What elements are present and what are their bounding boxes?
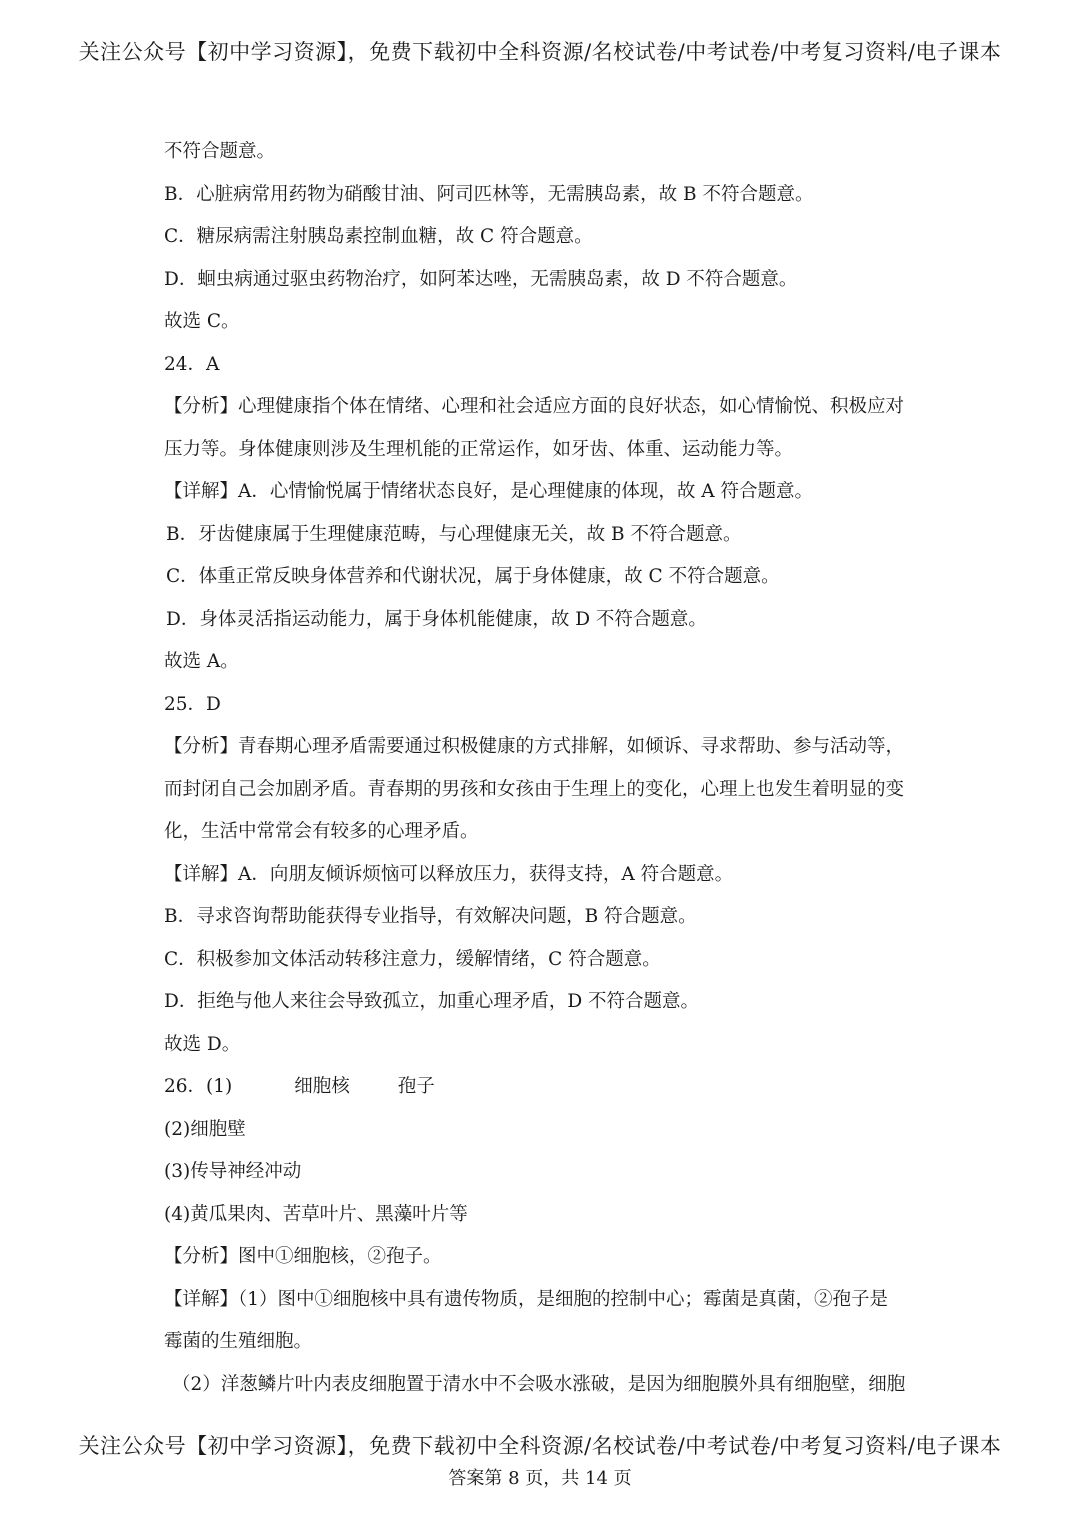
text-line: 【详解】A．心情愉悦属于情绪状态良好，是心理健康的体现，故 A 符合题意。 [164, 481, 813, 502]
text-line: D．蛔虫病通过驱虫药物治疗，如阿苯达唑，无需胰岛素，故 D 不符合题意。 [164, 268, 798, 290]
question-number: 26．(1) [164, 1076, 233, 1097]
question-number: 24．A [164, 353, 220, 375]
text-line: 故选 D。 [164, 1033, 241, 1055]
answer-blank-2: 孢子 [397, 1076, 435, 1097]
text-line: 化，生活中常常会有较多的心理矛盾。 [164, 821, 479, 842]
text-line: 【详解】（1）图中①细胞核中具有遗传物质，是细胞的控制中心；霉菌是真菌，②孢子是 [164, 1288, 889, 1310]
answer-blank-1: 细胞核 [294, 1076, 350, 1097]
footer-banner: 关注公众号【初中学习资源】，免费下载初中全科资源/名校试卷/中考试卷/中考复习资料/电子课本 [78, 1434, 1002, 1458]
answer-content [164, 136, 944, 1411]
text-line: D．拒绝与他人来往会导致孤立，加重心理矛盾，D 不符合题意。 [164, 991, 700, 1012]
text-line: 压力等。身体健康则涉及生理机能的正常运作，如牙齿、体重、运动能力等。 [164, 438, 794, 460]
text-line: C．体重正常反映身体营养和代谢状况，属于身体健康，故 C 不符合题意。 [166, 566, 780, 587]
header-banner: 关注公众号【初中学习资源】，免费下载初中全科资源/名校试卷/中考试卷/中考复习资料/电子课本 [78, 40, 1002, 64]
question-26-answer [164, 1071, 944, 1114]
text-line: 故选 A。 [164, 651, 239, 672]
text-line: 【分析】图中①细胞核，②孢子。 [164, 1246, 442, 1267]
text-line: B．寻求咨询帮助能获得专业指导，有效解决问题，B 符合题意。 [164, 906, 697, 927]
text-line: D．身体灵活指运动能力，属于身体机能健康，故 D 不符合题意。 [166, 608, 707, 630]
text-line: (3)传导神经冲动 [164, 1161, 302, 1182]
text-line: C．积极参加文体活动转移注意力，缓解情绪，C 符合题意。 [164, 948, 661, 970]
text-line: 【分析】心理健康指个体在情绪、心理和社会适应方面的良好状态，如心情愉悦、积极应对 [164, 396, 905, 417]
text-line: 【分析】青春期心理矛盾需要通过积极健康的方式排解，如倾诉、寻求帮助、参与活动等， [164, 736, 905, 757]
text-line: 不符合题意。 [164, 141, 276, 162]
text-line: 【详解】A．向朋友倾诉烦恼可以释放压力，获得支持，A 符合题意。 [164, 863, 734, 885]
text-line: B．牙齿健康属于生理健康范畴，与心理健康无关，故 B 不符合题意。 [166, 523, 742, 545]
question-number: 25．D [164, 693, 221, 715]
page-number: 答案第 8 页，共 14 页 [448, 1468, 632, 1489]
text-line: （2）洋葱鳞片叶内表皮细胞置于清水中不会吸水涨破，是因为细胞膜外具有细胞壁，细胞 [172, 1373, 906, 1395]
text-line: (4)黄瓜果肉、苦草叶片、黑藻叶片等 [164, 1203, 468, 1225]
text-line: (2)细胞壁 [164, 1118, 246, 1140]
text-line: C．糖尿病需注射胰岛素控制血糖，故 C 符合题意。 [164, 226, 593, 247]
text-line: 而封闭自己会加剧矛盾。青春期的男孩和女孩由于生理上的变化，心理上也发生着明显的变 [164, 778, 905, 800]
text-line: 霉菌的生殖细胞。 [164, 1331, 313, 1352]
text-line: B．心脏病常用药物为硝酸甘油、阿司匹林等，无需胰岛素，故 B 不符合题意。 [164, 183, 814, 205]
text-line: 故选 C。 [164, 311, 240, 332]
